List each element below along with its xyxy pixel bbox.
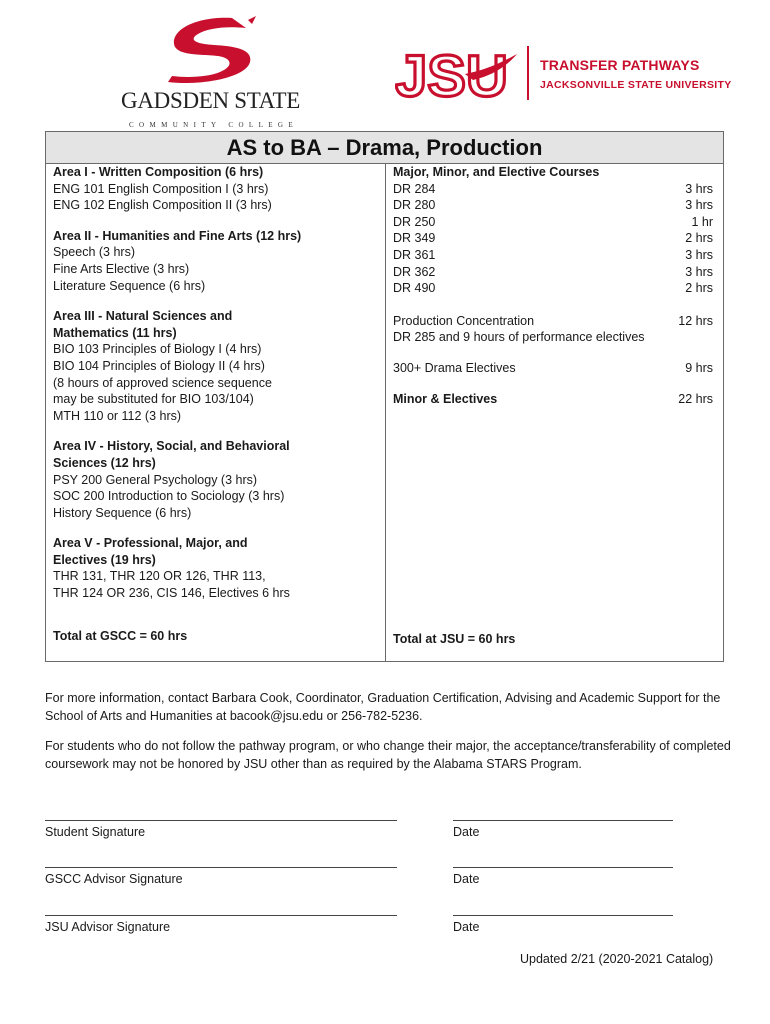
signature-label: Student Signature (45, 825, 146, 839)
jsu-courses-heading: Major, Minor, and Elective Courses (393, 165, 600, 179)
area-course-line: THR 124 OR 236, CIS 146, Electives 6 hrs (53, 586, 290, 601)
jsu-logo (395, 44, 735, 104)
pathway-title: AS to BA – Drama, Production (46, 132, 723, 164)
area-heading: Sciences (12 hrs) (53, 455, 156, 470)
gadsden-swoosh-icon (160, 14, 260, 84)
gadsden-state-logo (118, 14, 303, 129)
course-hrs: 1 hr (691, 214, 713, 229)
jsu-course-row (393, 247, 713, 264)
date-label: Date (453, 825, 480, 839)
area-course-line: Speech (3 hrs) (53, 245, 135, 260)
date-field[interactable] (453, 867, 673, 886)
jsu-mark-text: JSU (395, 44, 508, 104)
concentration-detail: DR 285 and 9 hours of performance electives (393, 330, 645, 345)
date-label: Date (453, 920, 480, 934)
area-course-line: BIO 103 Principles of Biology I (4 hrs) (53, 342, 262, 357)
date-field[interactable] (453, 915, 673, 934)
minor-electives-hrs: 22 hrs (678, 391, 713, 406)
area-heading: Area I - Written Composition (6 hrs) (53, 165, 264, 179)
gscc-area-block (53, 164, 379, 214)
course-name: DR 361 (393, 247, 436, 262)
concentration-name: Production Concentration (393, 313, 535, 328)
area-course-line: Fine Arts Elective (3 hrs) (53, 261, 190, 276)
course-name: DR 284 (393, 181, 436, 196)
area-course-line: ENG 102 English Composition II (3 hrs) (53, 198, 272, 213)
jsu-monogram-icon (395, 44, 523, 104)
signature-line[interactable] (45, 915, 397, 916)
course-name: DR 349 (393, 231, 436, 246)
minor-electives-name: Minor & Electives (393, 391, 498, 406)
drama-electives-name: 300+ Drama Electives (393, 360, 516, 375)
minor-electives-row (393, 391, 713, 408)
course-name: DR 280 (393, 198, 436, 213)
signature-field[interactable] (45, 867, 397, 886)
jsu-course-row (393, 181, 713, 198)
course-name: DR 490 (393, 281, 436, 296)
area-course-line: Literature Sequence (6 hrs) (53, 278, 206, 293)
area-heading: Electives (19 hrs) (53, 552, 156, 567)
jsu-course-row (393, 264, 713, 281)
area-course-line: may be substituted for BIO 103/104) (53, 392, 254, 407)
area-course-line: BIO 104 Principles of Biology II (4 hrs) (53, 358, 265, 373)
course-hrs: 3 hrs (685, 247, 713, 262)
jsu-course-row (393, 214, 713, 231)
date-line[interactable] (453, 867, 673, 868)
date-line[interactable] (453, 820, 673, 821)
gscc-area-block (53, 228, 379, 294)
date-field[interactable] (453, 820, 673, 839)
jsu-divider (527, 46, 529, 100)
updated-note: Updated 2/21 (2020-2021 Catalog) (520, 952, 714, 966)
course-hrs: 2 hrs (685, 281, 713, 296)
jsu-course-row (393, 230, 713, 247)
area-course-line: History Sequence (6 hrs) (53, 505, 192, 520)
contact-info: For more information, contact Barbara Cook, Coordinator, Graduation Certification, Advising and Academic Support for the School of Arts and Humanities at bacook@jsu.edu or 256-782-5236. (45, 691, 721, 723)
area-course-line: THR 131, THR 120 OR 126, THR 113, (53, 569, 266, 584)
gscc-area-block (53, 535, 379, 601)
jsu-course-row (393, 280, 713, 297)
area-course-line: ENG 101 English Composition I (3 hrs) (53, 181, 269, 196)
gscc-column (53, 164, 379, 602)
area-course-line: (8 hours of approved science sequence (53, 375, 272, 390)
course-name: DR 250 (393, 214, 436, 229)
gscc-area-block (53, 438, 379, 521)
course-hrs: 2 hrs (685, 231, 713, 246)
column-divider (385, 164, 386, 661)
drama-electives-row (393, 360, 713, 377)
jsu-course-list (393, 181, 713, 297)
course-hrs: 3 hrs (685, 181, 713, 196)
drama-electives-hrs: 9 hrs (685, 360, 713, 375)
date-label: Date (453, 872, 480, 886)
area-heading: Area IV - History, Social, and Behavioral (53, 439, 290, 454)
area-course-line: PSY 200 General Psychology (3 hrs) (53, 472, 258, 487)
signature-label: JSU Advisor Signature (45, 920, 171, 934)
concentration-hrs: 12 hrs (678, 313, 713, 328)
course-name: DR 362 (393, 264, 436, 279)
gscc-area-block (53, 308, 379, 424)
gadsden-state-wordmark: GADSDEN STATE (121, 88, 300, 113)
course-hrs: 3 hrs (685, 198, 713, 213)
area-course-line: SOC 200 Introduction to Sociology (3 hrs) (53, 489, 285, 504)
signature-line[interactable] (45, 820, 397, 821)
jsu-course-row (393, 197, 713, 214)
area-heading: Mathematics (11 hrs) (53, 325, 177, 340)
transfer-pathways-title: TRANSFER PATHWAYS (540, 57, 700, 73)
jsu-column (393, 164, 713, 407)
area-heading: Area III - Natural Sciences and (53, 309, 233, 324)
signature-field[interactable] (45, 915, 397, 934)
community-college-wordmark: COMMUNITY COLLEGE (128, 121, 299, 129)
signature-line[interactable] (45, 867, 397, 868)
signature-label: GSCC Advisor Signature (45, 872, 183, 886)
date-line[interactable] (453, 915, 673, 916)
area-heading: Area II - Humanities and Fine Arts (12 hrs) (53, 228, 302, 243)
gscc-total: Total at GSCC = 60 hrs (53, 629, 188, 643)
transfer-disclaimer: For students who do not follow the pathway program, or who change their major, the acceptance/transferability of completed coursework may not be honored by JSU other than as required by the Alabama STARS Program. (45, 739, 731, 771)
area-course-line: MTH 110 or 112 (3 hrs) (53, 408, 182, 423)
jsu-university-name: JACKSONVILLE STATE UNIVERSITY (540, 79, 732, 91)
course-hrs: 3 hrs (685, 264, 713, 279)
pathway-table (45, 131, 724, 662)
area-heading: Area V - Professional, Major, and (53, 536, 248, 551)
jsu-total: Total at JSU = 60 hrs (393, 632, 516, 646)
signature-field[interactable] (45, 820, 397, 839)
concentration-block (393, 313, 713, 346)
